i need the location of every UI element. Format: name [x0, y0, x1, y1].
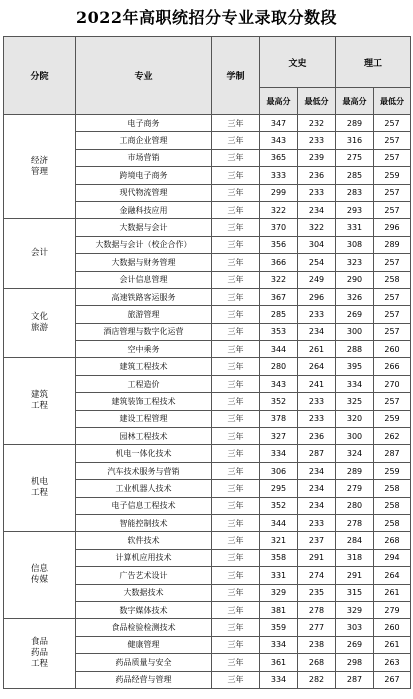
science-min-score: 257 — [374, 149, 411, 166]
arts-max-score: 295 — [260, 480, 298, 497]
duration-cell: 三年 — [212, 549, 260, 566]
science-max-score: 275 — [336, 149, 374, 166]
arts-max-score: 333 — [260, 167, 298, 184]
science-max-score: 325 — [336, 393, 374, 410]
header-duration: 学制 — [212, 37, 260, 115]
major-name: 工程造价 — [76, 375, 212, 392]
arts-min-score: 296 — [298, 288, 336, 305]
duration-cell: 三年 — [212, 288, 260, 305]
arts-max-score: 356 — [260, 236, 298, 253]
department-name: 食品 药品 工程 — [4, 619, 76, 689]
science-min-score: 257 — [374, 254, 411, 271]
duration-cell: 三年 — [212, 375, 260, 392]
department-name: 经济 管理 — [4, 115, 76, 219]
table-row — [4, 288, 411, 305]
arts-min-score: 291 — [298, 549, 336, 566]
arts-min-score: 234 — [298, 497, 336, 514]
arts-min-score: 282 — [298, 671, 336, 688]
duration-cell: 三年 — [212, 636, 260, 653]
major-name: 机电一体化技术 — [76, 445, 212, 462]
arts-max-score: 381 — [260, 601, 298, 618]
arts-min-score: 274 — [298, 567, 336, 584]
major-name: 工业机器人技术 — [76, 480, 212, 497]
major-name: 现代物流管理 — [76, 184, 212, 201]
arts-min-score: 234 — [298, 323, 336, 340]
arts-max-score: 327 — [260, 428, 298, 445]
table-row — [4, 445, 411, 462]
duration-cell: 三年 — [212, 341, 260, 358]
science-min-score: 257 — [374, 184, 411, 201]
table-row — [4, 219, 411, 236]
arts-min-score: 235 — [298, 584, 336, 601]
arts-min-score: 236 — [298, 167, 336, 184]
arts-max-score: 370 — [260, 219, 298, 236]
duration-cell: 三年 — [212, 132, 260, 149]
arts-min-score: 241 — [298, 375, 336, 392]
arts-max-score: 367 — [260, 288, 298, 305]
duration-cell: 三年 — [212, 671, 260, 688]
arts-max-score: 358 — [260, 549, 298, 566]
duration-cell: 三年 — [212, 393, 260, 410]
arts-min-score: 233 — [298, 184, 336, 201]
arts-max-score: 344 — [260, 341, 298, 358]
department-name: 会计 — [4, 219, 76, 289]
science-min-score: 259 — [374, 167, 411, 184]
science-max-score: 284 — [336, 532, 374, 549]
major-name: 会计信息管理 — [76, 271, 212, 288]
science-max-score: 291 — [336, 567, 374, 584]
department-name: 机电 工程 — [4, 445, 76, 532]
science-min-score: 289 — [374, 236, 411, 253]
science-min-score: 257 — [374, 323, 411, 340]
science-max-score: 326 — [336, 288, 374, 305]
major-name: 药品经营与管理 — [76, 671, 212, 688]
arts-min-score: 237 — [298, 532, 336, 549]
science-min-score: 279 — [374, 601, 411, 618]
duration-cell: 三年 — [212, 167, 260, 184]
major-name: 药品质量与安全 — [76, 654, 212, 671]
arts-max-score: 344 — [260, 514, 298, 531]
duration-cell: 三年 — [212, 184, 260, 201]
major-name: 建筑工程技术 — [76, 358, 212, 375]
science-max-score: 293 — [336, 201, 374, 218]
science-min-score: 260 — [374, 341, 411, 358]
duration-cell: 三年 — [212, 306, 260, 323]
major-name: 电子信息工程技术 — [76, 497, 212, 514]
major-name: 广告艺术设计 — [76, 567, 212, 584]
arts-min-score: 287 — [298, 445, 336, 462]
major-name: 跨境电子商务 — [76, 167, 212, 184]
major-name: 酒店管理与数字化运营 — [76, 323, 212, 340]
duration-cell: 三年 — [212, 201, 260, 218]
duration-cell: 三年 — [212, 514, 260, 531]
science-max-score: 279 — [336, 480, 374, 497]
science-min-score: 264 — [374, 567, 411, 584]
science-min-score: 259 — [374, 410, 411, 427]
duration-cell: 三年 — [212, 254, 260, 271]
arts-max-score: 334 — [260, 636, 298, 653]
arts-max-score: 322 — [260, 201, 298, 218]
arts-min-score: 234 — [298, 462, 336, 479]
arts-max-score: 366 — [260, 254, 298, 271]
arts-min-score: 234 — [298, 201, 336, 218]
arts-min-score: 261 — [298, 341, 336, 358]
duration-cell: 三年 — [212, 115, 260, 132]
science-min-score: 258 — [374, 480, 411, 497]
major-name: 空中乘务 — [76, 341, 212, 358]
arts-max-score: 343 — [260, 132, 298, 149]
arts-min-score: 249 — [298, 271, 336, 288]
science-max-score: 283 — [336, 184, 374, 201]
major-name: 电子商务 — [76, 115, 212, 132]
duration-cell: 三年 — [212, 236, 260, 253]
duration-cell: 三年 — [212, 271, 260, 288]
arts-min-score: 239 — [298, 149, 336, 166]
science-max-score: 316 — [336, 132, 374, 149]
science-max-score: 300 — [336, 323, 374, 340]
major-name: 食品检验检测技术 — [76, 619, 212, 636]
arts-max-score: 306 — [260, 462, 298, 479]
arts-max-score: 343 — [260, 375, 298, 392]
science-min-score: 261 — [374, 636, 411, 653]
arts-min-score: 278 — [298, 601, 336, 618]
header-arts-min: 最低分 — [298, 88, 336, 115]
science-min-score: 258 — [374, 514, 411, 531]
table-row — [4, 115, 411, 132]
science-max-score: 280 — [336, 497, 374, 514]
science-max-score: 300 — [336, 428, 374, 445]
science-max-score: 331 — [336, 219, 374, 236]
table-row — [4, 358, 411, 375]
science-max-score: 288 — [336, 341, 374, 358]
science-min-score: 296 — [374, 219, 411, 236]
arts-max-score: 280 — [260, 358, 298, 375]
science-max-score: 278 — [336, 514, 374, 531]
major-name: 大数据与会计（校企合作） — [76, 236, 212, 253]
major-name: 旅游管理 — [76, 306, 212, 323]
page-title: 2022年高职统招分专业录取分数段 — [75, 8, 338, 27]
major-name: 工商企业管理 — [76, 132, 212, 149]
duration-cell: 三年 — [212, 462, 260, 479]
duration-cell: 三年 — [212, 654, 260, 671]
duration-cell: 三年 — [212, 323, 260, 340]
science-min-score: 257 — [374, 115, 411, 132]
arts-min-score: 236 — [298, 428, 336, 445]
duration-cell: 三年 — [212, 619, 260, 636]
arts-max-score: 365 — [260, 149, 298, 166]
science-max-score: 303 — [336, 619, 374, 636]
major-name: 计算机应用技术 — [76, 549, 212, 566]
header-science-min: 最低分 — [374, 88, 411, 115]
header-science: 理工 — [336, 37, 411, 88]
duration-cell: 三年 — [212, 410, 260, 427]
science-min-score: 260 — [374, 619, 411, 636]
header-arts-max: 最高分 — [260, 88, 298, 115]
science-min-score: 258 — [374, 497, 411, 514]
arts-min-score: 277 — [298, 619, 336, 636]
science-max-score: 285 — [336, 167, 374, 184]
duration-cell: 三年 — [212, 480, 260, 497]
header-category: 分院 — [4, 37, 76, 115]
science-max-score: 269 — [336, 306, 374, 323]
duration-cell: 三年 — [212, 567, 260, 584]
arts-min-score: 233 — [298, 306, 336, 323]
science-min-score: 262 — [374, 428, 411, 445]
arts-min-score: 233 — [298, 393, 336, 410]
science-min-score: 287 — [374, 445, 411, 462]
major-name: 市场营销 — [76, 149, 212, 166]
arts-max-score: 359 — [260, 619, 298, 636]
header-science-max: 最高分 — [336, 88, 374, 115]
major-name: 园林工程技术 — [76, 428, 212, 445]
duration-cell: 三年 — [212, 445, 260, 462]
major-name: 大数据与会计 — [76, 219, 212, 236]
science-max-score: 289 — [336, 462, 374, 479]
science-min-score: 259 — [374, 462, 411, 479]
science-max-score: 324 — [336, 445, 374, 462]
arts-max-score: 285 — [260, 306, 298, 323]
arts-max-score: 329 — [260, 584, 298, 601]
arts-min-score: 232 — [298, 115, 336, 132]
arts-min-score: 322 — [298, 219, 336, 236]
major-name: 软件技术 — [76, 532, 212, 549]
arts-min-score: 268 — [298, 654, 336, 671]
major-name: 高速铁路客运服务 — [76, 288, 212, 305]
arts-max-score: 321 — [260, 532, 298, 549]
header-arts: 文史 — [260, 37, 336, 88]
science-max-score: 334 — [336, 375, 374, 392]
science-min-score: 257 — [374, 201, 411, 218]
science-max-score: 308 — [336, 236, 374, 253]
science-min-score: 270 — [374, 375, 411, 392]
arts-min-score: 238 — [298, 636, 336, 653]
science-max-score: 329 — [336, 601, 374, 618]
department-name: 建筑 工程 — [4, 358, 76, 445]
header-row — [4, 37, 411, 88]
arts-max-score: 353 — [260, 323, 298, 340]
science-min-score: 257 — [374, 393, 411, 410]
science-max-score: 269 — [336, 636, 374, 653]
major-name: 智能控制技术 — [76, 514, 212, 531]
duration-cell: 三年 — [212, 358, 260, 375]
arts-min-score: 233 — [298, 410, 336, 427]
arts-max-score: 361 — [260, 654, 298, 671]
science-max-score: 287 — [336, 671, 374, 688]
duration-cell: 三年 — [212, 532, 260, 549]
science-max-score: 289 — [336, 115, 374, 132]
arts-min-score: 304 — [298, 236, 336, 253]
major-name: 汽车技术服务与营销 — [76, 462, 212, 479]
science-max-score: 318 — [336, 549, 374, 566]
duration-cell: 三年 — [212, 428, 260, 445]
science-min-score: 263 — [374, 654, 411, 671]
science-min-score: 261 — [374, 584, 411, 601]
science-min-score: 267 — [374, 671, 411, 688]
science-min-score: 257 — [374, 306, 411, 323]
science-min-score: 257 — [374, 288, 411, 305]
major-name: 金融科技应用 — [76, 201, 212, 218]
major-name: 建设工程管理 — [76, 410, 212, 427]
duration-cell: 三年 — [212, 149, 260, 166]
science-max-score: 395 — [336, 358, 374, 375]
arts-min-score: 254 — [298, 254, 336, 271]
science-max-score: 315 — [336, 584, 374, 601]
duration-cell: 三年 — [212, 601, 260, 618]
duration-cell: 三年 — [212, 497, 260, 514]
arts-min-score: 233 — [298, 514, 336, 531]
arts-max-score: 352 — [260, 497, 298, 514]
major-name: 建筑装饰工程技术 — [76, 393, 212, 410]
admission-score-table — [3, 36, 411, 689]
arts-min-score: 234 — [298, 480, 336, 497]
department-name: 信息 传媒 — [4, 532, 76, 619]
department-name: 文化 旅游 — [4, 288, 76, 358]
arts-max-score: 299 — [260, 184, 298, 201]
arts-max-score: 331 — [260, 567, 298, 584]
science-min-score: 266 — [374, 358, 411, 375]
science-max-score: 298 — [336, 654, 374, 671]
arts-max-score: 334 — [260, 445, 298, 462]
arts-max-score: 322 — [260, 271, 298, 288]
major-name: 健康管理 — [76, 636, 212, 653]
arts-max-score: 378 — [260, 410, 298, 427]
science-max-score: 290 — [336, 271, 374, 288]
duration-cell: 三年 — [212, 219, 260, 236]
header-major: 专业 — [76, 37, 212, 115]
science-max-score: 320 — [336, 410, 374, 427]
science-min-score: 257 — [374, 132, 411, 149]
major-name: 数字媒体技术 — [76, 601, 212, 618]
arts-min-score: 264 — [298, 358, 336, 375]
science-max-score: 323 — [336, 254, 374, 271]
arts-max-score: 347 — [260, 115, 298, 132]
duration-cell: 三年 — [212, 584, 260, 601]
major-name: 大数据技术 — [76, 584, 212, 601]
table-row — [4, 532, 411, 549]
science-min-score: 294 — [374, 549, 411, 566]
table-row — [4, 619, 411, 636]
arts-max-score: 334 — [260, 671, 298, 688]
arts-max-score: 352 — [260, 393, 298, 410]
science-min-score: 268 — [374, 532, 411, 549]
major-name: 大数据与财务管理 — [76, 254, 212, 271]
arts-min-score: 233 — [298, 132, 336, 149]
science-min-score: 258 — [374, 271, 411, 288]
